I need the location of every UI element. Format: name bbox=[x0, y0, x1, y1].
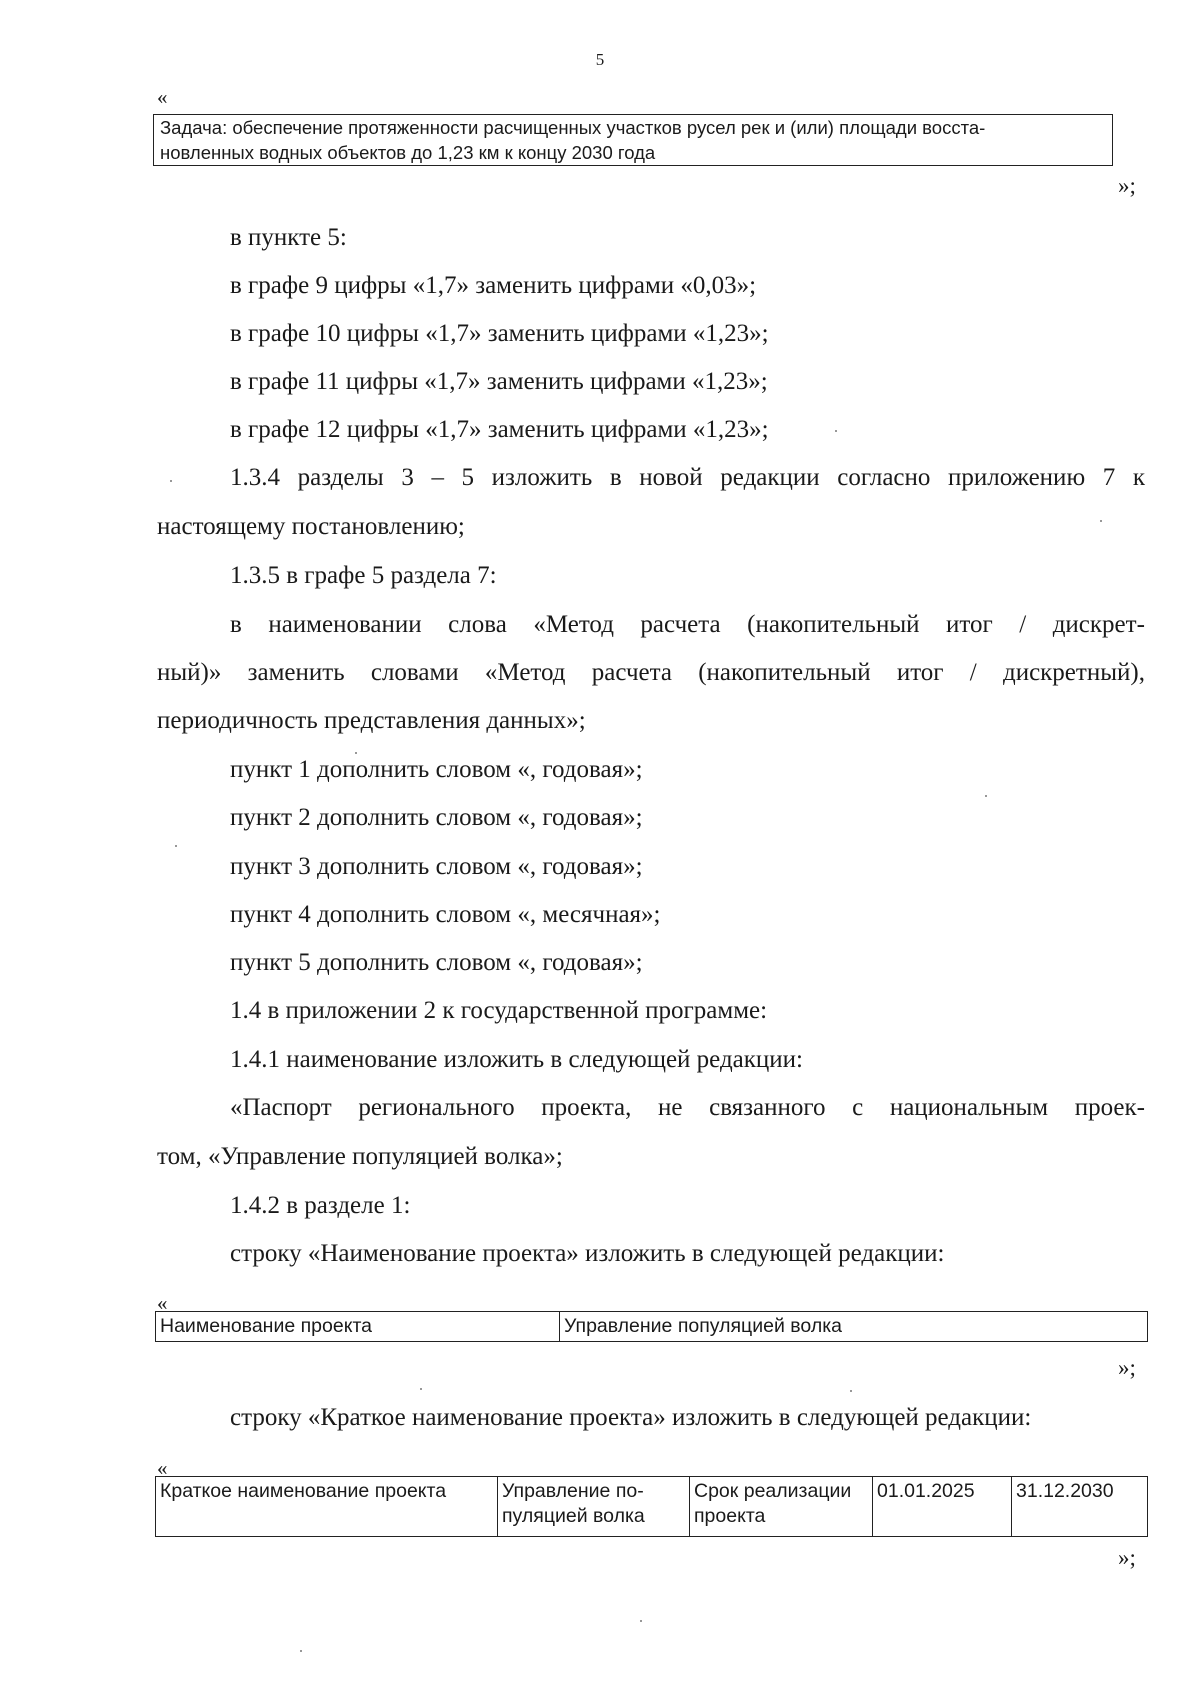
short-name-label: Краткое наименование проекта bbox=[156, 1477, 498, 1537]
word: не bbox=[658, 1094, 683, 1121]
text-line: в графе 11 цифры «1,7» заменить цифрами «1,23»; bbox=[230, 368, 768, 395]
text-line: 1.4.1 наименование изложить в следующей редакции: bbox=[230, 1046, 803, 1073]
word: разделы bbox=[297, 464, 384, 491]
word: «Паспорт bbox=[230, 1094, 332, 1121]
task-box bbox=[153, 114, 1113, 166]
word: согласно bbox=[837, 464, 931, 491]
text-line: пункт 3 дополнить словом «, годовая»; bbox=[230, 853, 643, 880]
text-line: в графе 12 цифры «1,7» заменить цифрами «1,23»; bbox=[230, 416, 769, 443]
text-line: в графе 10 цифры «1,7» заменить цифрами «1,23»; bbox=[230, 320, 769, 347]
word: «Метод bbox=[484, 659, 566, 686]
word: / bbox=[1019, 611, 1027, 638]
task-line-2: новленных водных объектов до 1,23 км к концу 2030 года bbox=[160, 142, 656, 163]
word: заменить bbox=[247, 659, 345, 686]
word: новой bbox=[639, 464, 703, 491]
word: 1.3.4 bbox=[230, 464, 280, 491]
justified-line bbox=[230, 612, 1145, 637]
period-label-line2: проекта bbox=[694, 1505, 766, 1527]
word: расчета bbox=[591, 659, 672, 686]
word: / bbox=[969, 659, 977, 686]
project-name-label: Наименование проекта bbox=[156, 1312, 560, 1342]
text-line: настоящему постановлению; bbox=[157, 513, 465, 540]
word: словами bbox=[370, 659, 459, 686]
justified-line bbox=[230, 1095, 1145, 1120]
word: расчета bbox=[640, 611, 721, 638]
word: слова bbox=[448, 611, 507, 638]
word: итог bbox=[946, 611, 993, 638]
quote-close-table2: »; bbox=[1118, 1545, 1136, 1570]
short-name-value-line1: Управление по- bbox=[502, 1480, 644, 1502]
word: с bbox=[852, 1094, 864, 1121]
text-line: 1.4.2 в разделе 1: bbox=[230, 1192, 411, 1219]
text-line: в пункте 5: bbox=[230, 224, 347, 251]
start-date: 01.01.2025 bbox=[873, 1477, 1012, 1537]
text-line: пункт 5 дополнить словом «, годовая»; bbox=[230, 949, 643, 976]
short-name-table bbox=[155, 1476, 1148, 1537]
text-line: том, «Управление популяцией волка»; bbox=[157, 1143, 563, 1170]
word: дискретный), bbox=[1002, 659, 1145, 686]
quote-close-table1: »; bbox=[1118, 1355, 1136, 1380]
word: в bbox=[609, 464, 622, 491]
text-line: пункт 1 дополнить словом «, годовая»; bbox=[230, 756, 643, 783]
end-date: 31.12.2030 bbox=[1012, 1477, 1148, 1537]
period-label bbox=[690, 1477, 873, 1537]
project-name-value: Управление популяцией волка bbox=[560, 1312, 1148, 1342]
period-label-line1: Срок реализации bbox=[694, 1480, 852, 1502]
word: проек- bbox=[1074, 1094, 1145, 1121]
word: ный)» bbox=[157, 659, 222, 686]
quote-open-table2: « bbox=[157, 1456, 168, 1480]
word: «Метод bbox=[533, 611, 614, 638]
text-line: пункт 2 дополнить словом «, годовая»; bbox=[230, 804, 643, 831]
project-name-table bbox=[155, 1311, 1148, 1342]
word: итог bbox=[896, 659, 944, 686]
word: – bbox=[431, 464, 444, 491]
text-line: 1.3.5 в графе 5 раздела 7: bbox=[230, 562, 497, 589]
word: 3 bbox=[401, 464, 414, 491]
word: регионального bbox=[358, 1094, 515, 1121]
text-line: пункт 4 дополнить словом «, месячная»; bbox=[230, 901, 661, 928]
quote-open-table1: « bbox=[157, 1291, 168, 1315]
word: 5 bbox=[461, 464, 475, 491]
word: приложению bbox=[948, 464, 1086, 491]
short-name-value-line2: пуляцией волка bbox=[502, 1505, 645, 1527]
word: к bbox=[1132, 464, 1145, 491]
word: наименовании bbox=[268, 611, 422, 638]
word: 7 bbox=[1102, 464, 1116, 491]
text-line: 1.4 в приложении 2 к государственной программе: bbox=[230, 997, 768, 1024]
text-line: строку «Краткое наименование проекта» изложить в следующей редакции: bbox=[230, 1404, 1032, 1431]
word: связанного bbox=[709, 1094, 826, 1121]
word: изложить bbox=[491, 464, 593, 491]
word: в bbox=[230, 611, 242, 638]
task-line-1: Задача: обеспечение протяженности расчищенных участков русел рек и (или) площади восста- bbox=[160, 117, 986, 138]
justified-line bbox=[230, 465, 1145, 490]
quote-open-task: « bbox=[157, 85, 168, 109]
word: проекта, bbox=[541, 1094, 632, 1121]
quote-close-task: »; bbox=[1118, 173, 1136, 198]
text-line: периодичность представления данных»; bbox=[157, 707, 586, 734]
text-line: в графе 9 цифры «1,7» заменить цифрами «0,03»; bbox=[230, 272, 757, 299]
word: (накопительный bbox=[698, 659, 871, 686]
word: дискрет- bbox=[1052, 611, 1145, 638]
page-number: 5 bbox=[595, 50, 605, 69]
word: национальным bbox=[889, 1094, 1049, 1121]
justified-line bbox=[157, 660, 1145, 685]
short-name-value bbox=[498, 1477, 690, 1537]
word: редакции bbox=[720, 464, 820, 491]
word: (накопительный bbox=[747, 611, 920, 638]
text-line: строку «Наименование проекта» изложить в следующей редакции: bbox=[230, 1240, 945, 1267]
